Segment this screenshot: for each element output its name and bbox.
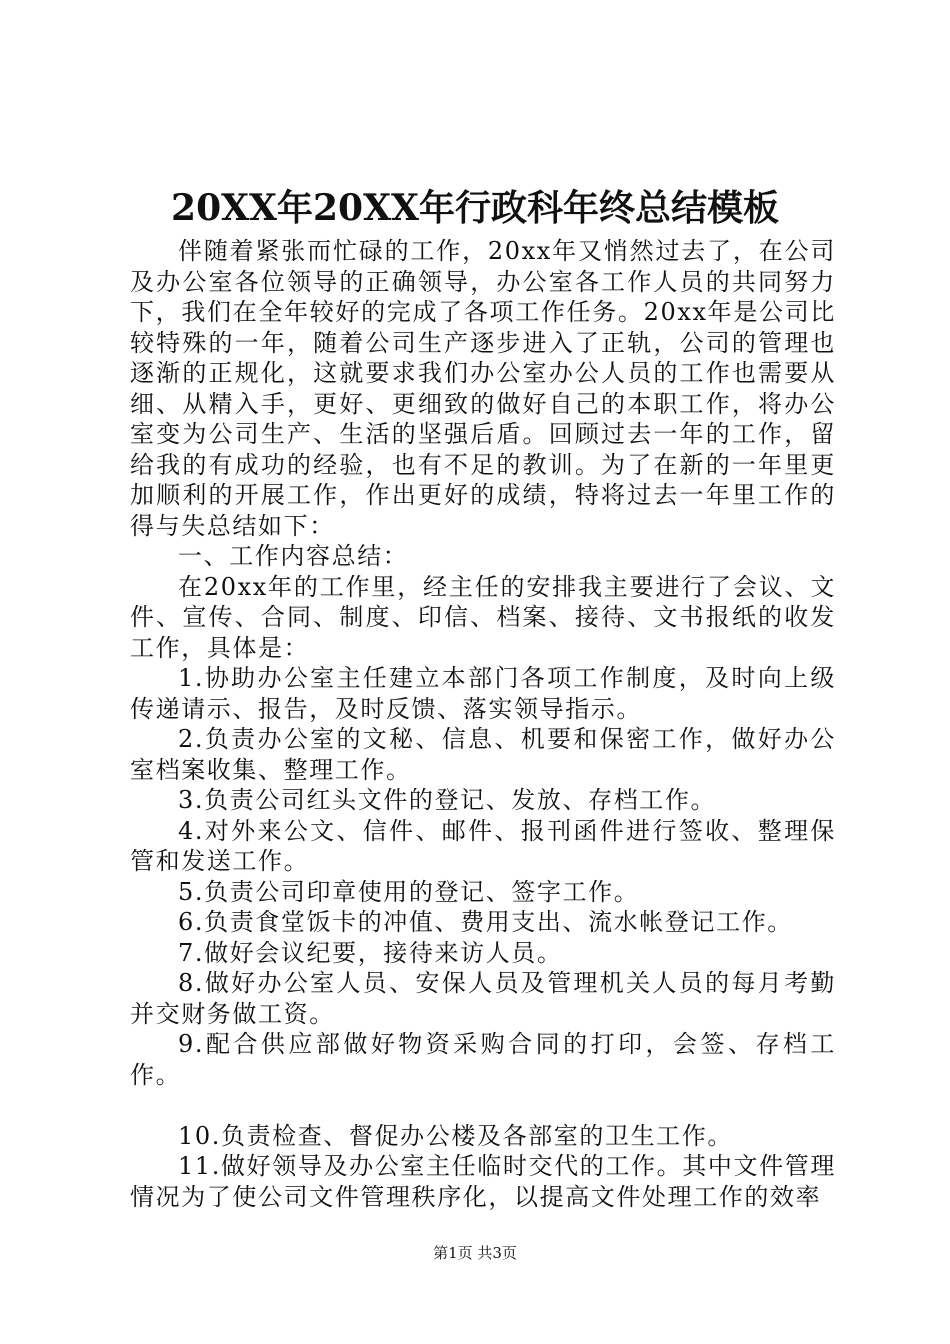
list-item: 2.负责办公室的文秘、信息、机要和保密工作，做好办公室档案收集、整理工作。	[130, 725, 836, 784]
list-item: 1.协助办公室主任建立本部门各项工作制度，及时向上级传递请示、报告，及时反馈、落实领导指示。	[130, 664, 836, 723]
list-item: 4.对外来公文、信件、邮件、报刊函件进行签收、整理保管和发送工作。	[130, 816, 836, 875]
list-item: 5.负责公司印章使用的登记、签字工作。	[178, 877, 640, 906]
section-intro-paragraph: 在20xx年的工作里，经主任的安排我主要进行了会议、文件、宣传、合同、制度、印信、档案、接待、文书报纸的收发工作，具体是：	[130, 572, 836, 662]
document-title: 20XX年20XX年行政科年终总结模板	[171, 187, 779, 229]
list-item: 10.负责检查、督促办公楼及各部室的卫生工作。	[178, 1121, 733, 1150]
list-item: 7.做好会议纪要，接待来访人员。	[178, 938, 563, 967]
list-item: 9.配合供应部做好物资采购合同的打印，会签、存档工作。	[130, 1030, 836, 1089]
intro-paragraph: 伴随着紧张而忙碌的工作，20xx年又悄然过去了，在公司及办公室各位领导的正确领导，办公室各工作人员的共同努力下，我们在全年较好的完成了各项工作任务。20xx年是公司比较特殊的一年，随着公司生产逐步进入了正轨，公司的管理也逐渐的正规化，这就要求我们办公室办公人员的工作也需要从细、从精入手，更好、更细致的做好自己的本职工作，将办公室变为公司生产、生活的坚强后盾。回顾过去一年的工作，留给我的有成功的经验，也有不足的教训。为了在新的一年里更加顺利的开展工作，作出更好的成绩，特将过去一年里工作的得与失总结如下：	[130, 237, 836, 540]
list-item: 8.做好办公室人员、安保人员及管理机关人员的每月考勤并交财务做工资。	[130, 969, 836, 1028]
document-body	[130, 236, 836, 1212]
page-number-footer: 第1页 共3页	[433, 1244, 517, 1262]
section-heading: 一、工作内容总结：	[178, 542, 409, 570]
list-item: 3.负责公司红头文件的登记、发放、存档工作。	[178, 786, 717, 814]
list-item: 6.负责食堂饭卡的冲值、费用支出、流水帐登记工作。	[178, 908, 793, 936]
list-item: 11.做好领导及办公室主任临时交代的工作。其中文件管理情况为了使公司文件管理秩序化，以提高文件处理工作的效率	[130, 1152, 836, 1211]
